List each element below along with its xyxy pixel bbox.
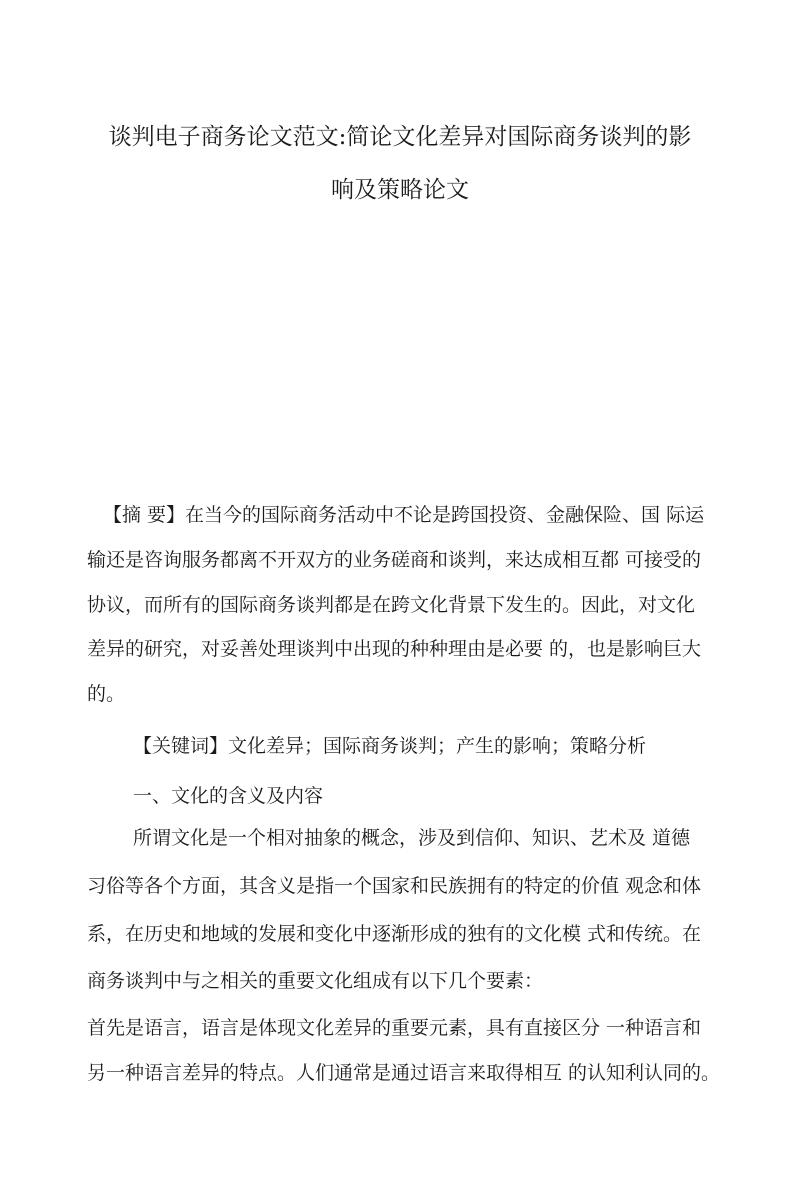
body-line-6: 另一种语言差异的特点。人们通常是通过语言来取得相互 的认知利认同的。 — [87, 1062, 721, 1084]
body-line-2: 习俗等各个方面，其含义是指一个国家和民族拥有的特定的价值 观念和体 — [87, 875, 702, 897]
body-line-4: 商务谈判中与之相关的重要文化组成有以下几个要素： — [87, 970, 544, 992]
abstract-line-2: 输还是咨询服务都离不开双方的业务磋商和谈判，来达成相互都 可接受的 — [87, 549, 702, 571]
section-heading: 一、文化的含义及内容 — [133, 785, 324, 807]
body-line-5: 首先是语言，语言是体现文化差异的重要元素，具有直接区分 一种语言和 — [87, 1017, 702, 1039]
keywords-line: 【关键词】文化差异；国际商务谈判；产生的影响；策略分析 — [133, 735, 647, 757]
document-title-line-1: 谈判电子商务论文范文:简论文化差异对国际商务谈判的影 — [108, 124, 692, 150]
body-line-3: 系，在历史和地域的发展和变化中逐渐形成的独有的文化模 式和传统。在 — [87, 923, 702, 945]
abstract-line-5: 的。 — [87, 683, 126, 705]
abstract-line-1: 【摘 要】在当今的国际商务活动中不论是跨国投资、金融保险、国 际运 — [103, 504, 705, 526]
body-line-1: 所谓文化是一个相对抽象的概念，涉及到信仰、知识、艺术及 道德 — [133, 827, 691, 849]
abstract-line-4: 差异的研究，对妥善处理谈判中出现的种种理由是必要 的，也是影响巨大 — [87, 638, 702, 660]
abstract-line-3: 协议，而所有的国际商务谈判都是在跨文化背景下发生的。因此，对文化 — [87, 594, 696, 616]
document-title-line-2: 响及策略论文 — [331, 177, 469, 203]
